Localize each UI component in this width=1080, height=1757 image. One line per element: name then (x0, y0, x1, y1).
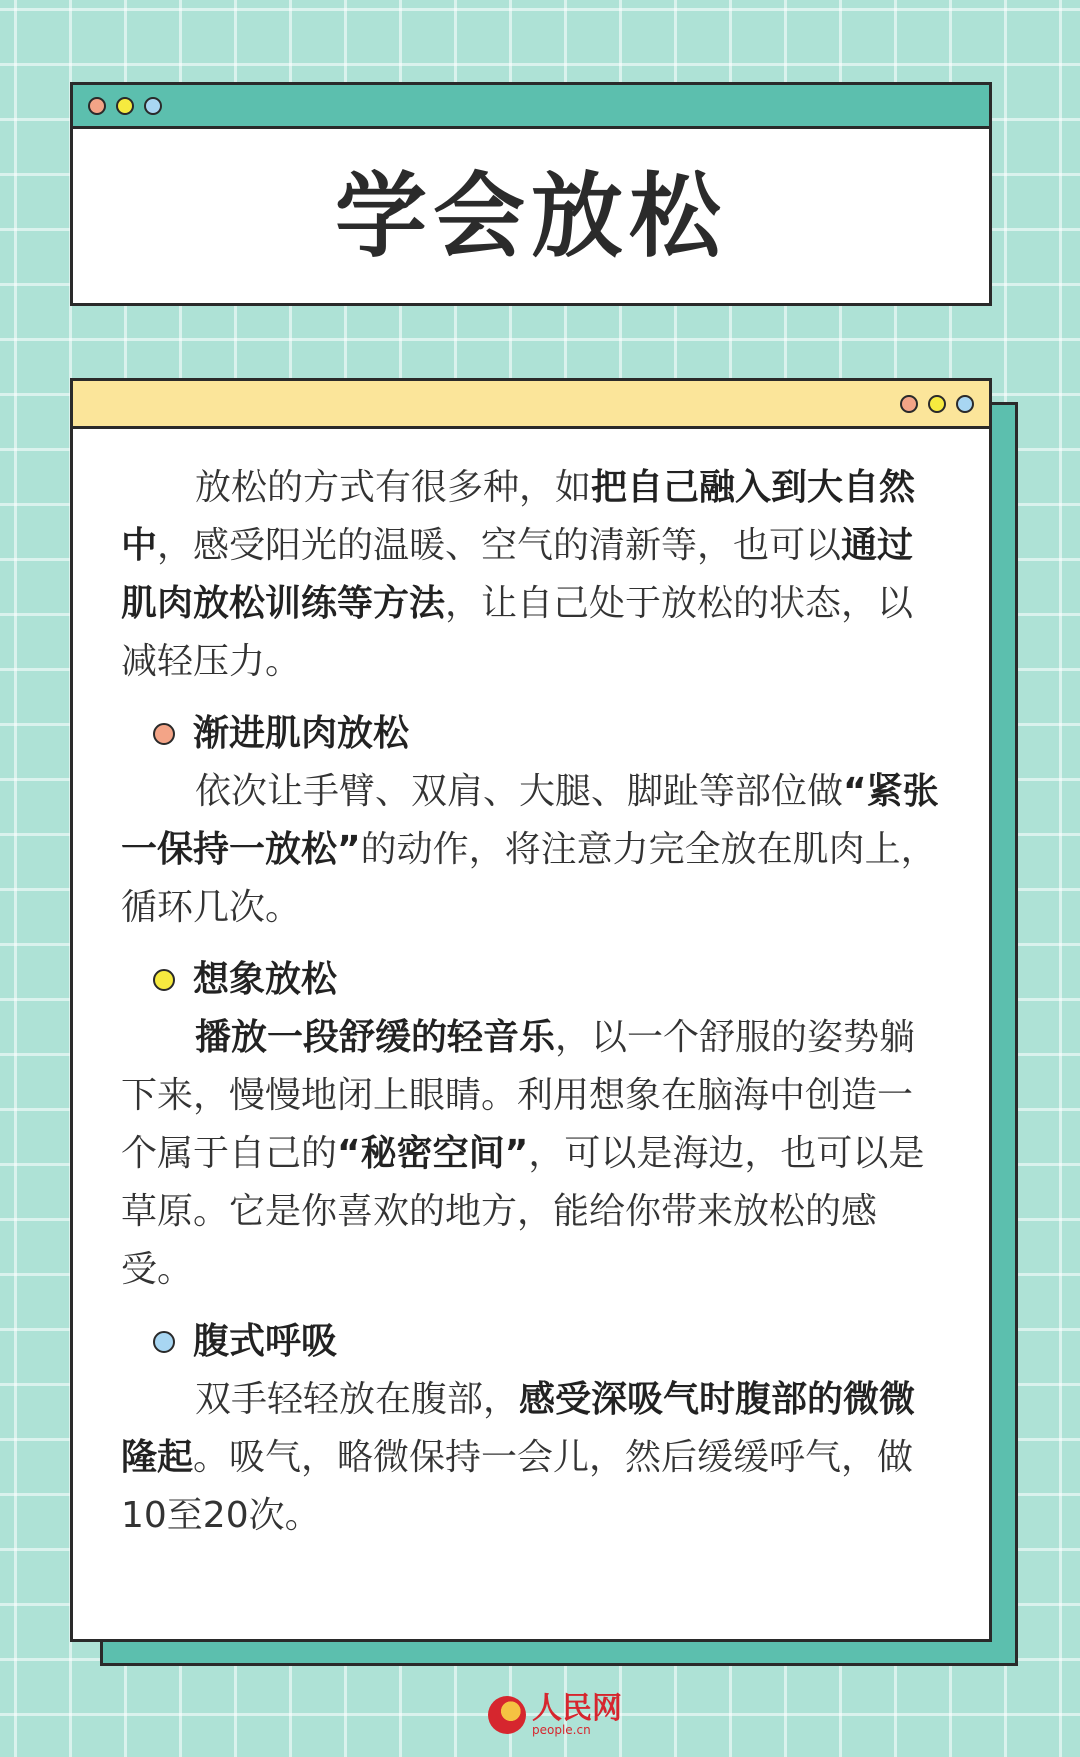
section-heading-text: 渐进肌肉放松 (193, 713, 410, 754)
window-dots (88, 97, 162, 115)
intro-paragraph (121, 459, 941, 691)
section-text: 依次让手臂、双肩、大腿、脚趾等部位做 (195, 771, 844, 812)
section-text: ，可以是海边，也可以是草原。它是你喜欢的地方，能给你带来放松的感受。 (121, 1133, 925, 1290)
orange-dot-icon (88, 97, 106, 115)
orange-bullet-icon (153, 723, 175, 745)
section-text: 双手轻轻放在腹部， (195, 1379, 520, 1420)
section-heading-progressive-muscle (121, 705, 941, 763)
section-bold: “秘密空间” (337, 1133, 529, 1174)
section-heading-imagination (121, 951, 941, 1009)
section-paragraph-imagination (121, 1009, 941, 1299)
section-text: 的动作，将注意力完全放在肌肉上，循环几次。 (121, 829, 937, 928)
page-title: 学会放松 (334, 162, 727, 270)
people-cn-logo (488, 1691, 622, 1737)
blue-dot-icon (144, 97, 162, 115)
section-bold: 感受深吸气时腹部的微微隆起 (121, 1379, 916, 1478)
logo-name: 人民网 (532, 1691, 622, 1726)
people-logo-icon (488, 1696, 526, 1734)
section-bold: “紧张一保持一放松” (121, 771, 939, 870)
section-bold: 播放一段舒缓的轻音乐 (195, 1017, 556, 1058)
window-dots (900, 395, 974, 413)
content-window (70, 378, 992, 1642)
intro-bold-1: 把自己融入到大自然中 (121, 467, 916, 566)
orange-dot-icon (900, 395, 918, 413)
blue-bullet-icon (153, 1331, 175, 1353)
section-heading-text: 腹式呼吸 (193, 1321, 338, 1362)
section-paragraph-abdominal-breathing (121, 1371, 941, 1545)
blue-dot-icon (956, 395, 974, 413)
content-window-bar (73, 381, 989, 429)
section-text: ，以一个舒服的姿势躺下来，慢慢地闭上眼睛。利用想象在脑海中创造一个属于自己的 (121, 1017, 916, 1174)
intro-bold-2: 通过肌肉放松训练等方法 (121, 525, 914, 624)
intro-text-1: 放松的方式有很多种，如 (195, 467, 592, 508)
yellow-bullet-icon (153, 969, 175, 991)
section-heading-abdominal-breathing (121, 1313, 941, 1371)
logo-domain: people.cn (532, 1723, 591, 1737)
yellow-dot-icon (928, 395, 946, 413)
intro-text-3: ，让自己处于放松的状态，以减轻压力。 (121, 583, 914, 682)
section-paragraph-progressive-muscle (121, 763, 941, 937)
yellow-dot-icon (116, 97, 134, 115)
section-heading-text: 想象放松 (193, 959, 338, 1000)
intro-text-2: ，感受阳光的温暖、空气的清新等，也可以 (157, 525, 842, 566)
section-text: 。吸气，略微保持一会儿，然后缓缓呼气，做10至20次。 (121, 1437, 914, 1536)
logo-text (532, 1691, 622, 1737)
title-window-bar (73, 85, 989, 129)
title-window (70, 82, 992, 306)
article-body (73, 429, 989, 1545)
